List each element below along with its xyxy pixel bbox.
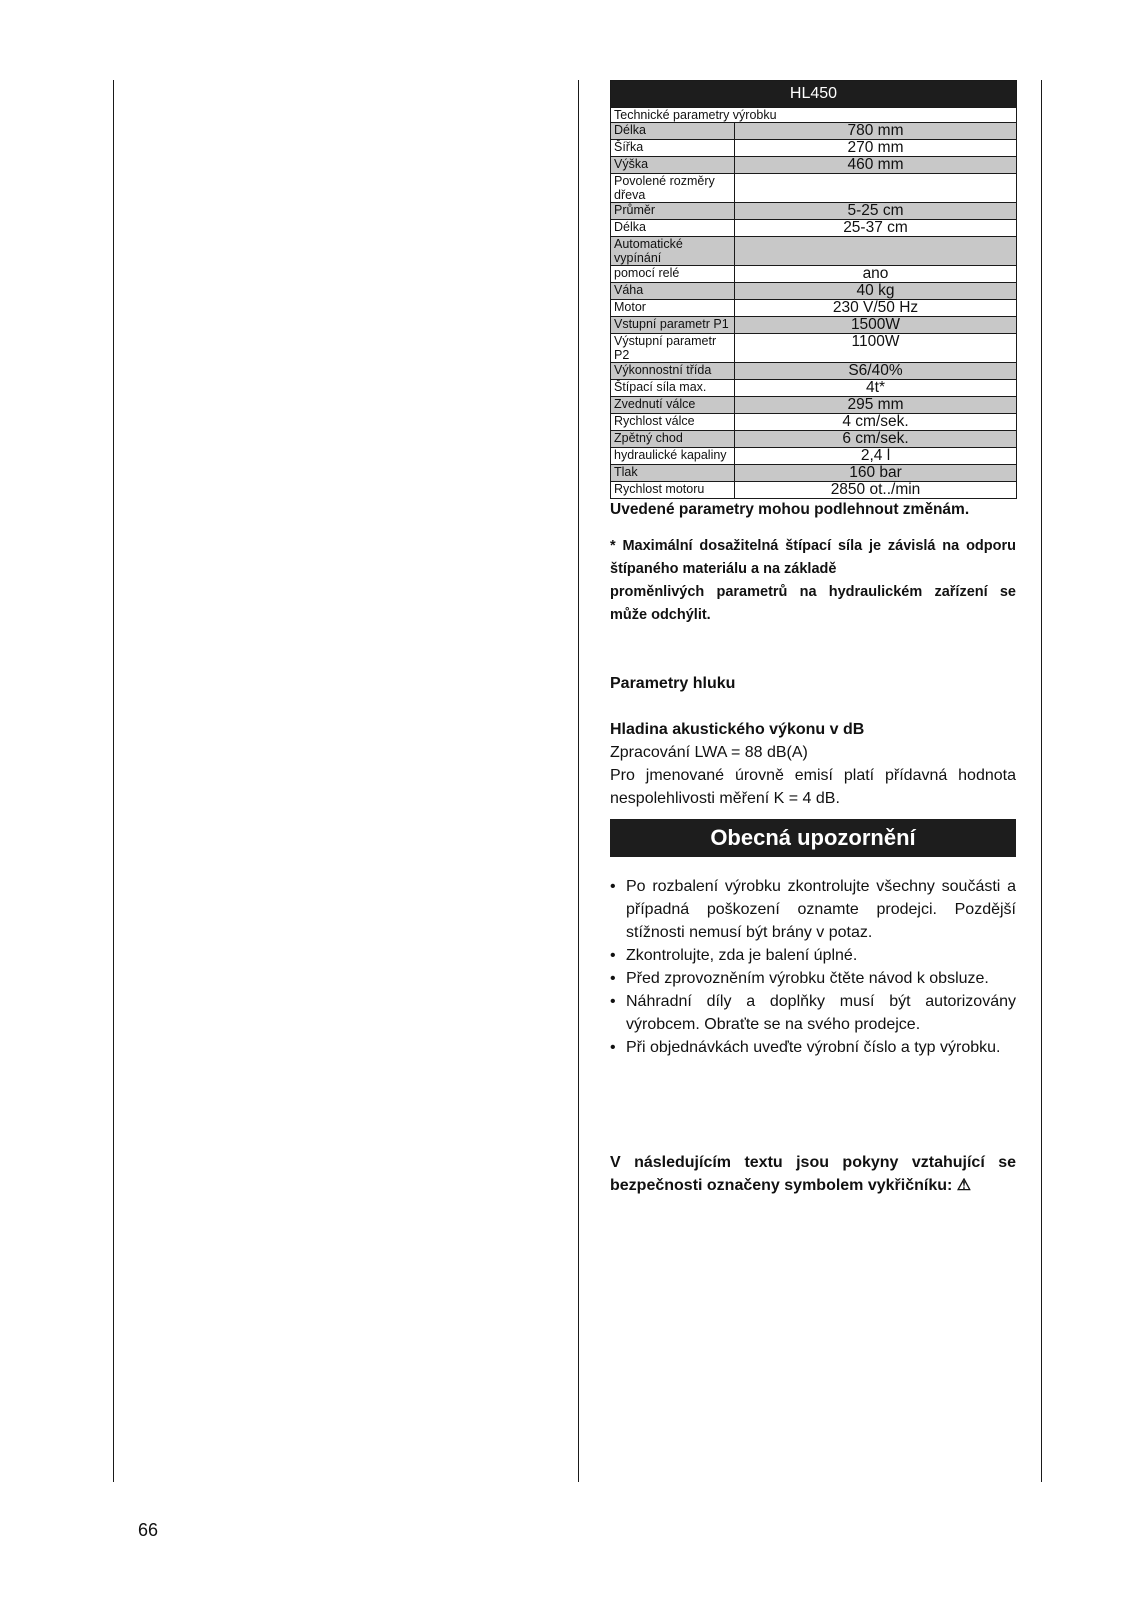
- right-column: [610, 80, 1016, 1197]
- spec-value: 1500W: [735, 317, 1017, 334]
- spec-row: [611, 174, 1017, 203]
- spec-label: Zpětný chod: [611, 431, 735, 448]
- warning-item: [610, 875, 1016, 944]
- spec-label: Zvednutí válce: [611, 397, 735, 414]
- change-note: Uvedené parametry mohou podlehnout změnám.: [610, 501, 970, 518]
- noise-title: Parametry hluku: [610, 675, 736, 692]
- footnote-line-2: proměnlivých parametrů na hydraulickém zařízení se může odchýlit.: [610, 584, 1016, 623]
- spec-value: 40 kg: [735, 283, 1017, 300]
- bullet-icon: •: [610, 878, 616, 895]
- spec-row: [611, 220, 1017, 237]
- spec-row: [611, 414, 1017, 431]
- general-warnings-list: [610, 875, 1016, 1059]
- spec-table-model-row: [611, 81, 1017, 108]
- spec-table-section-row: [611, 108, 1017, 123]
- spec-row: [611, 140, 1017, 157]
- spec-row: [611, 363, 1017, 380]
- warning-text: Po rozbalení výrobku zkontrolujte všechny součásti a případná poškození oznamte prodejci. Pozdější stížnosti nemusí být brány v potaz.: [626, 878, 1016, 941]
- warning-text: Zkontrolujte, zda je balení úplné.: [626, 947, 858, 964]
- spec-value: 4t*: [735, 380, 1017, 397]
- general-warnings-heading: Obecná upozornění: [610, 819, 1016, 857]
- spec-value: 1100W: [735, 334, 1017, 363]
- spec-row: [611, 157, 1017, 174]
- splitting-force-footnote: [610, 535, 1016, 627]
- spec-row: [611, 203, 1017, 220]
- column-divider-rule: [578, 80, 579, 1482]
- noise-uncertainty: Pro jmenované úrovně emisí platí přídavná hodnota nespolehlivosti měření K = 4 dB.: [610, 767, 1016, 807]
- spec-row: [611, 237, 1017, 266]
- spec-value: 6 cm/sek.: [735, 431, 1017, 448]
- warning-text: Náhradní díly a doplňky musí být autorizovány výrobcem. Obraťte se na svého prodejce.: [626, 993, 1016, 1033]
- spec-label: Motor: [611, 300, 735, 317]
- spec-row: [611, 465, 1017, 482]
- spec-label: Průměr: [611, 203, 735, 220]
- warning-text: Před zprovozněním výrobku čtěte návod k obsluze.: [626, 970, 989, 987]
- warning-item: [610, 967, 1016, 990]
- spec-value: S6/40%: [735, 363, 1017, 380]
- spec-label: Délka: [611, 220, 735, 237]
- spec-label: Šířka: [611, 140, 735, 157]
- spec-label: Výstupní parametr P2: [611, 334, 735, 363]
- spec-label: Délka: [611, 123, 735, 140]
- noise-lwa: Zpracování LWA = 88 dB(A): [610, 744, 808, 761]
- model-name: HL450: [611, 81, 1017, 108]
- spec-row: [611, 482, 1017, 499]
- spec-value: 295 mm: [735, 397, 1017, 414]
- spec-section-title: Technické parametry výrobku: [611, 108, 1017, 123]
- safety-note: V následujícím textu jsou pokyny vztahující se bezpečnosti označeny symbolem vykřičníku: ⚠: [610, 1154, 1016, 1194]
- bullet-icon: •: [610, 1039, 616, 1056]
- spec-value: 460 mm: [735, 157, 1017, 174]
- footnote-line-1: * Maximální dosažitelná štípací síla je závislá na odporu štípaného materiálu a na základě: [610, 538, 1016, 577]
- spec-label: Štípací síla max.: [611, 380, 735, 397]
- bullet-icon: •: [610, 970, 616, 987]
- noise-subtitle: Hladina akustického výkonu v dB: [610, 721, 865, 738]
- spec-value: 2850 ot../min: [735, 482, 1017, 499]
- spec-value: 4 cm/sek.: [735, 414, 1017, 431]
- spec-label: Povolené rozměry dřeva: [611, 174, 735, 203]
- bullet-icon: •: [610, 947, 616, 964]
- warning-text: Při objednávkách uveďte výrobní číslo a typ výrobku.: [626, 1039, 1001, 1056]
- spec-table: [610, 80, 1017, 499]
- spec-row: [611, 380, 1017, 397]
- spec-value: 5-25 cm: [735, 203, 1017, 220]
- spec-value: 230 V/50 Hz: [735, 300, 1017, 317]
- spec-label: Rychlost válce: [611, 414, 735, 431]
- spec-row: [611, 397, 1017, 414]
- spec-value: 270 mm: [735, 140, 1017, 157]
- bullet-icon: •: [610, 993, 616, 1010]
- spec-value: 2,4 l: [735, 448, 1017, 465]
- warning-item: [610, 990, 1016, 1036]
- spec-label: hydraulické kapaliny: [611, 448, 735, 465]
- spec-label: Tlak: [611, 465, 735, 482]
- spec-label: pomocí relé: [611, 266, 735, 283]
- right-margin-rule: [1041, 80, 1042, 1482]
- spec-value: 160 bar: [735, 465, 1017, 482]
- spec-row: [611, 334, 1017, 363]
- spec-value: 25-37 cm: [735, 220, 1017, 237]
- spec-value: 780 mm: [735, 123, 1017, 140]
- spec-label: Výška: [611, 157, 735, 174]
- spec-row: [611, 123, 1017, 140]
- warning-item: [610, 944, 1016, 967]
- page-number: 66: [138, 1520, 159, 1540]
- warning-item: [610, 1036, 1016, 1059]
- spec-label: Rychlost motoru: [611, 482, 735, 499]
- spec-row: [611, 448, 1017, 465]
- spec-row: [611, 300, 1017, 317]
- spec-label: Automatické vypínání: [611, 237, 735, 266]
- spec-label: Váha: [611, 283, 735, 300]
- spec-row: [611, 283, 1017, 300]
- spec-row: [611, 431, 1017, 448]
- spec-label: Výkonnostní třída: [611, 363, 735, 380]
- spec-value: [735, 174, 1017, 203]
- spec-row: [611, 266, 1017, 283]
- spec-label: Vstupní parametr P1: [611, 317, 735, 334]
- left-margin-rule: [113, 80, 114, 1482]
- spec-row: [611, 317, 1017, 334]
- spec-value: ano: [735, 266, 1017, 283]
- spec-value: [735, 237, 1017, 266]
